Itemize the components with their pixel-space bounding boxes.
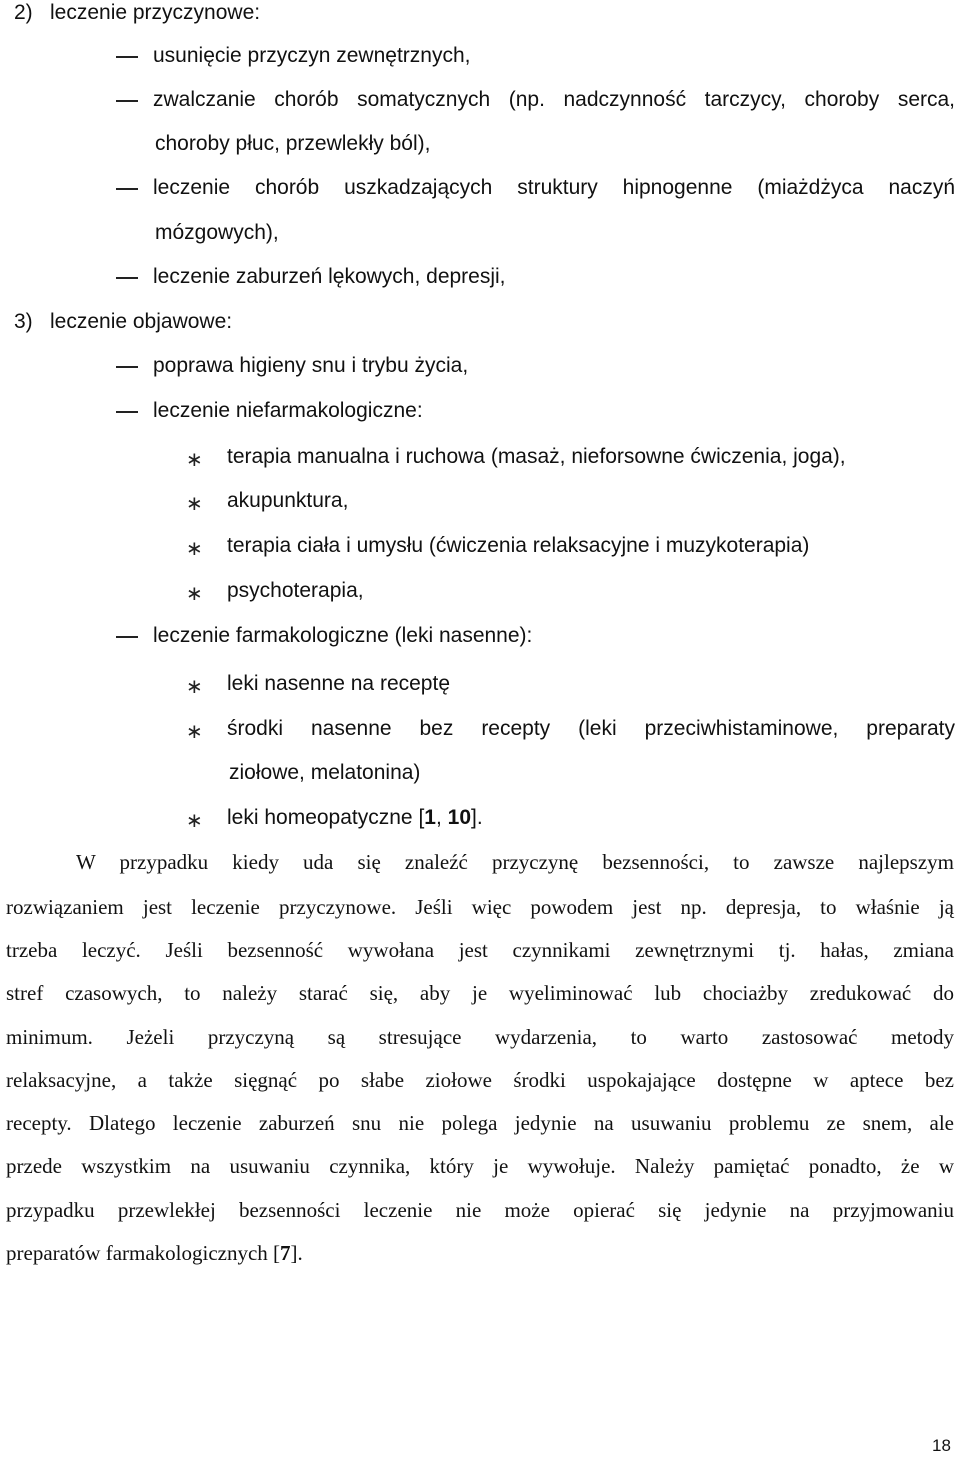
section-title: leczenie objawowe: <box>50 310 233 333</box>
reference-separator: , <box>435 806 448 829</box>
asterisk-bullet-icon: ∗ <box>186 536 203 560</box>
paragraph-line: rozwiązaniem jest leczenie przyczynowe. Jeśli więc powodem jest np. depresja, to właśnie ją <box>6 895 954 919</box>
section-number: 3) <box>14 310 33 333</box>
dash-bullet-icon <box>116 100 138 102</box>
paragraph-line: przede wszystkim na usuwaniu czynnika, który je wywołuje. Należy pamiętać ponadto, że w <box>6 1154 954 1178</box>
reference-close: ]. <box>290 1241 303 1265</box>
list-item: leczenie chorób uszkadzających struktury hipnogenne (miażdżyca naczyń <box>153 176 955 199</box>
page-number: 18 <box>932 1436 951 1455</box>
reference-close: ]. <box>471 806 483 829</box>
sub-list-item-continuation: ziołowe, melatonina) <box>229 761 421 784</box>
asterisk-bullet-icon: ∗ <box>186 719 203 743</box>
sub-list-item: terapia ciała i umysłu (ćwiczenia relaksacyjne i muzykoterapia) <box>227 534 810 557</box>
asterisk-bullet-icon: ∗ <box>186 808 203 832</box>
dash-bullet-icon <box>116 636 138 638</box>
sub-list-item: środki nasenne bez recepty (leki przeciwhistaminowe, preparaty <box>227 717 955 740</box>
paragraph-line: relaksacyjne, a także sięgnąć po słabe ziołowe środki uspokajające dostępne w aptece bez <box>6 1068 954 1092</box>
reference-link[interactable]: 1 <box>424 806 436 829</box>
list-item-continuation: choroby płuc, przewlekły ból), <box>155 132 431 155</box>
reference-link[interactable]: 7 <box>280 1241 291 1265</box>
sub-list-item: akupunktura, <box>227 489 349 512</box>
list-item: leczenie niefarmakologiczne: <box>153 399 423 422</box>
section-number: 2) <box>14 1 33 24</box>
sub-list-item: leki nasenne na receptę <box>227 672 450 695</box>
paragraph-line: W przypadku kiedy uda się znaleźć przyczynę bezsenności, to zawsze najlepszym <box>76 850 954 874</box>
sub-list-item <box>227 805 483 831</box>
paragraph-line <box>6 1240 303 1266</box>
sub-list-item-text: leki homeopatyczne [ <box>227 806 425 829</box>
asterisk-bullet-icon: ∗ <box>186 674 203 698</box>
reference-link[interactable]: 10 <box>447 806 471 829</box>
list-item: zwalczanie chorób somatycznych (np. nadczynność tarczycy, choroby serca, <box>153 88 955 111</box>
section-title: leczenie przyczynowe: <box>50 1 261 24</box>
dash-bullet-icon <box>116 366 138 368</box>
dash-bullet-icon <box>116 56 138 58</box>
asterisk-bullet-icon: ∗ <box>186 581 203 605</box>
paragraph-line: minimum. Jeżeli przyczyną są stresujące wydarzenia, to warto zastosować metody <box>6 1025 954 1049</box>
asterisk-bullet-icon: ∗ <box>186 447 203 471</box>
dash-bullet-icon <box>116 411 138 413</box>
dash-bullet-icon <box>116 277 138 279</box>
asterisk-bullet-icon: ∗ <box>186 491 203 515</box>
paragraph-line: recepty. Dlatego leczenie zaburzeń snu nie polega jedynie na usuwaniu problemu ze snem, ale <box>6 1111 954 1135</box>
sub-list-item: terapia manualna i ruchowa (masaż, nieforsowne ćwiczenia, joga), <box>227 445 846 468</box>
paragraph-text: preparatów farmakologicznych [ <box>6 1241 281 1265</box>
paragraph-line: stref czasowych, to należy starać się, aby je wyeliminować lub chociażby zredukować do <box>6 981 954 1005</box>
paragraph-line: trzeba leczyć. Jeśli bezsenność wywołana jest czynnikami zewnętrznymi tj. hałas, zmiana <box>6 938 954 962</box>
list-item: leczenie farmakologiczne (leki nasenne): <box>153 624 533 647</box>
list-item: poprawa higieny snu i trybu życia, <box>153 354 469 377</box>
list-item: usunięcie przyczyn zewnętrznych, <box>153 44 471 67</box>
list-item: leczenie zaburzeń lękowych, depresji, <box>153 265 506 288</box>
sub-list-item: psychoterapia, <box>227 579 364 602</box>
paragraph-line: przypadku przewlekłej bezsenności leczenie nie może opierać się jedynie na przyjmowaniu <box>6 1198 954 1222</box>
dash-bullet-icon <box>116 188 138 190</box>
list-item-continuation: mózgowych), <box>155 221 279 244</box>
